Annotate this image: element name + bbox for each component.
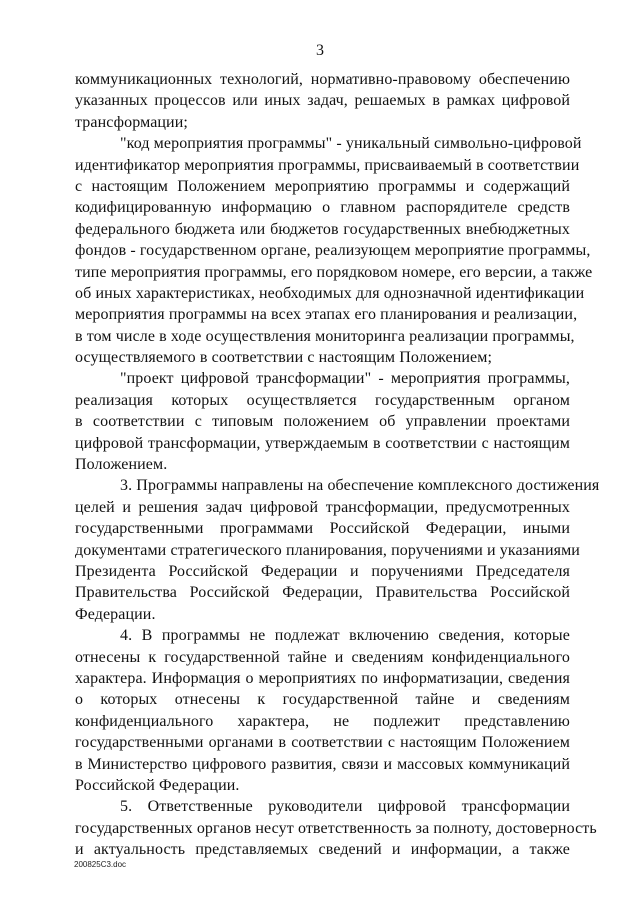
text-line: Федерации. (75, 605, 156, 623)
text-line: государственными органами в соответствии с настоящим Положением (75, 734, 570, 752)
text-line: о которых отнесены к государственной тайне и сведениям (75, 691, 570, 709)
text-line: фондов - государственном органе, реализующем мероприятие программы, (75, 242, 591, 260)
text-line: конфиденциального характера, не подлежит представлению (75, 712, 570, 730)
text-line: указанных процессов или иных задач, решаемых в рамках цифровой (75, 92, 570, 110)
text-line: в соответствии с типовым положением об управлении проектами (75, 413, 570, 431)
text-line: в том числе в ходе осуществления мониторинга реализации программы, (75, 327, 575, 345)
text-line: государственными программами Российской Федерации, иными (75, 520, 570, 538)
text-line: федерального бюджета или бюджетов государственных внебюджетных (75, 220, 570, 238)
document-body (75, 69, 600, 860)
page-number: 3 (316, 42, 324, 59)
text-line: в Министерство цифрового развития, связи и массовых коммуникаций (75, 755, 570, 773)
text-line: трансформации; (75, 113, 188, 131)
document-file-code: 200825C3.doc (74, 860, 127, 869)
text-line: с настоящим Положением мероприятию программы и содержащий (75, 177, 570, 195)
text-line: 5. Ответственные руководители цифровой трансформации (120, 798, 570, 816)
text-line: характера. Информация о мероприятиях по информатизации, сведения (75, 669, 570, 687)
text-line: кодифицированную информацию о главном распорядителе средств (75, 199, 570, 217)
text-line: мероприятия программы на всех этапах его планирования и реализации, (75, 306, 578, 324)
text-line: Правительства Российской Федерации, Правительства Российской (75, 584, 570, 602)
text-line: реализация которых осуществляется государственным органом (75, 391, 570, 409)
text-line: коммуникационных технологий, нормативно-правовому обеспечению (75, 71, 570, 88)
text-line: Президента Российской Федерации и поручениями Председателя (75, 562, 570, 580)
text-line: документами стратегического планирования, поручениями и указаниями (75, 541, 580, 559)
text-line: "проект цифровой трансформации" - мероприятия программы, (120, 370, 570, 388)
text-line: Положением. (75, 456, 168, 474)
text-line: типе мероприятия программы, его порядковом номере, его версии, а также (75, 263, 593, 281)
text-line: и актуальность представляемых сведений и информации, а также (75, 841, 570, 859)
text-line: осуществляемого в соответствии с настоящим Положением; (75, 349, 493, 367)
text-line: "код мероприятия программы" - уникальный символьно-цифровой (120, 135, 582, 153)
text-line: идентификатор мероприятия программы, присваиваемый в соответствии (75, 156, 580, 174)
text-line: 3. Программы направлены на обеспечение комплексного достижения (120, 477, 600, 495)
text-line: государственных органов несут ответственность за полноту, достоверность (75, 819, 597, 837)
text-line: цифровой трансформации, утверждаемым в соответствии с настоящим (75, 434, 570, 452)
text-line: 4. В программы не подлежат включению сведения, которые (120, 627, 570, 645)
text-line: отнесены к государственной тайне и сведениям конфиденциального (75, 648, 570, 666)
text-line: целей и решения задач цифровой трансформации, предусмотренных (75, 498, 570, 516)
text-line: Российской Федерации. (75, 776, 240, 794)
text-line: об иных характеристиках, необходимых для однозначной идентификации (75, 284, 585, 302)
